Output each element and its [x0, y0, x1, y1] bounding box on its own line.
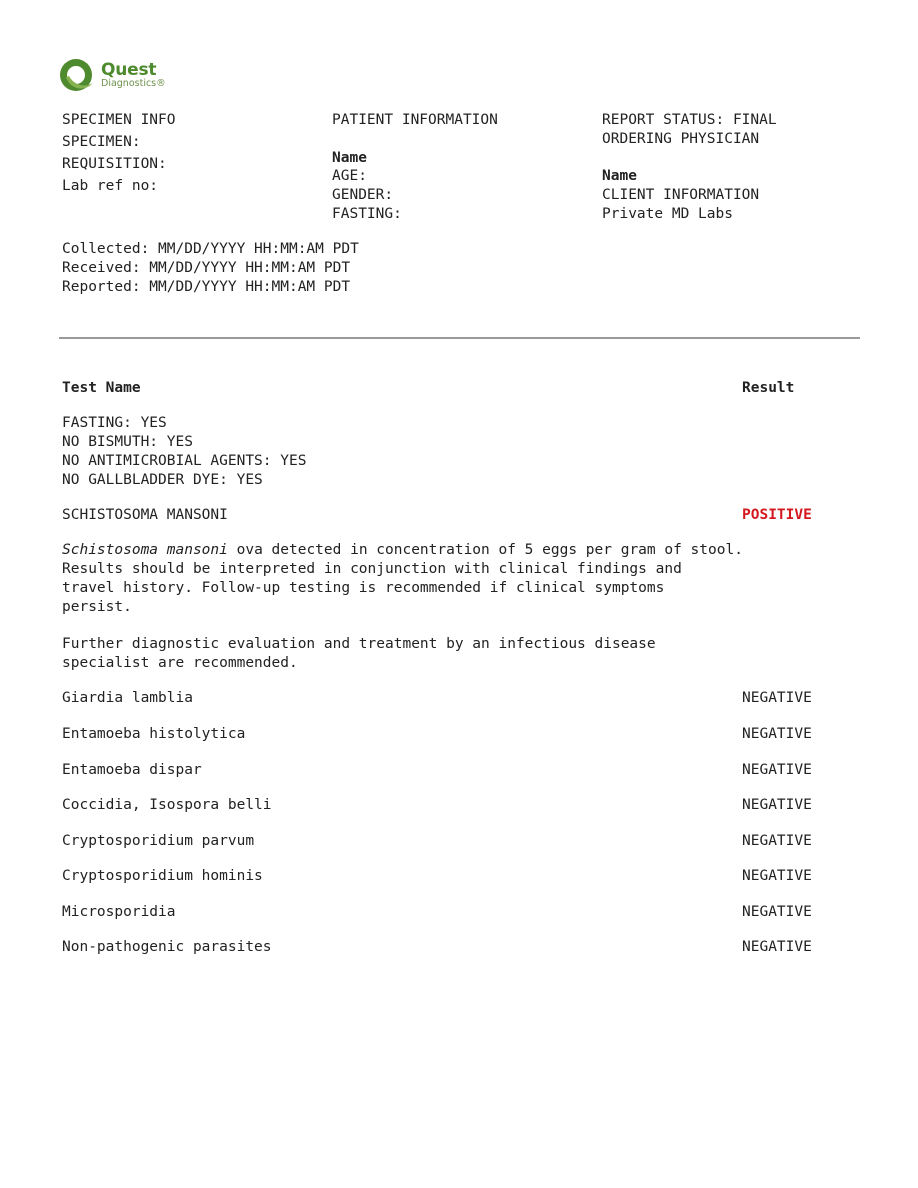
comment1-line3: travel history. Follow-up testing is recommended if clinical symptoms [62, 580, 665, 596]
test-row-result: NEGATIVE [742, 690, 812, 706]
lab-ref-label: Lab ref no: [62, 178, 159, 194]
comment2-line2: specialist are recommended. [62, 655, 298, 671]
logo-brand: Quest [101, 60, 157, 80]
comment1-line4: persist. [62, 599, 132, 615]
gender-label: GENDER: [332, 187, 394, 203]
client-name: Private MD Labs [602, 206, 733, 222]
test-row-name: Non-pathogenic parasites [62, 939, 272, 955]
prep-bismuth: NO BISMUTH: YES [62, 434, 193, 450]
quest-logo [57, 56, 187, 96]
organism-italic: Schistosoma mansoni [62, 542, 228, 558]
received-date: Received: MM/DD/YYYY HH:MM:AM PDT [62, 260, 351, 276]
schistosoma-result: POSITIVE [742, 507, 812, 523]
comment1-line1 [62, 541, 743, 560]
logo-sub: Diagnostics® [101, 78, 166, 89]
prep-antimicrobial: NO ANTIMICROBIAL AGENTS: YES [62, 453, 307, 469]
test-row-name: Entamoeba histolytica [62, 726, 246, 742]
test-row-result: NEGATIVE [742, 797, 812, 813]
ordering-physician-label: ORDERING PHYSICIAN [602, 131, 760, 147]
specimen-label: SPECIMEN: [62, 134, 141, 150]
collected-date: Collected: MM/DD/YYYY HH:MM:AM PDT [62, 241, 359, 257]
test-row-name: Cryptosporidium parvum [62, 833, 255, 849]
test-row-result: NEGATIVE [742, 904, 812, 920]
test-name-header: Test Name [62, 380, 141, 396]
comment1-line2: Results should be interpreted in conjunction with clinical findings and [62, 561, 682, 577]
test-row-result: NEGATIVE [742, 868, 812, 884]
report-status: REPORT STATUS: FINAL [602, 112, 777, 128]
physician-name: Name [602, 168, 637, 184]
test-row-name: Cryptosporidium hominis [62, 868, 263, 884]
prep-fasting: FASTING: YES [62, 415, 167, 431]
test-row-result: NEGATIVE [742, 833, 812, 849]
test-row-name: Coccidia, Isospora belli [62, 797, 272, 813]
requisition-label: REQUISITION: [62, 156, 167, 172]
specimen-info-title: SPECIMEN INFO [62, 112, 176, 128]
schistosoma-test-name: SCHISTOSOMA MANSONI [62, 507, 228, 523]
test-row-result: NEGATIVE [742, 939, 812, 955]
test-row-result: NEGATIVE [742, 762, 812, 778]
patient-fasting-label: FASTING: [332, 206, 402, 222]
patient-info-title: PATIENT INFORMATION [332, 112, 498, 128]
quest-logo-icon [57, 56, 97, 96]
patient-name: Name [332, 150, 367, 166]
prep-gallbladder: NO GALLBLADDER DYE: YES [62, 472, 263, 488]
comment2-line1: Further diagnostic evaluation and treatment by an infectious disease [62, 636, 656, 652]
comment1-line1-rest: ova detected in concentration of 5 eggs per gram of stool. [227, 542, 743, 558]
age-label: AGE: [332, 168, 367, 184]
reported-date: Reported: MM/DD/YYYY HH:MM:AM PDT [62, 279, 351, 295]
test-row-name: Microsporidia [62, 904, 176, 920]
result-header: Result [742, 380, 795, 396]
test-row-name: Entamoeba dispar [62, 762, 202, 778]
test-row-name: Giardia lamblia [62, 690, 193, 706]
test-row-result: NEGATIVE [742, 726, 812, 742]
header-divider [59, 337, 860, 339]
client-info-label: CLIENT INFORMATION [602, 187, 760, 203]
